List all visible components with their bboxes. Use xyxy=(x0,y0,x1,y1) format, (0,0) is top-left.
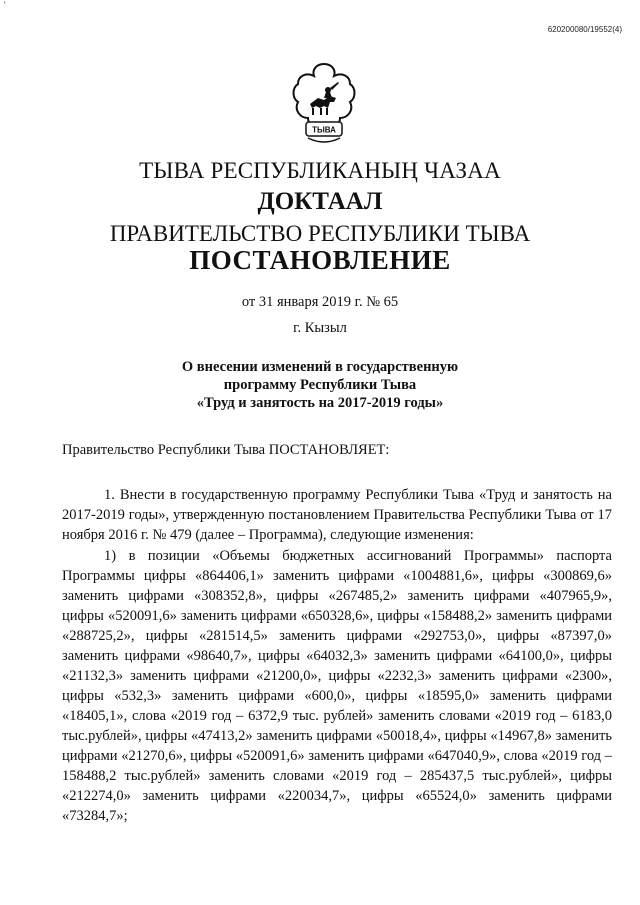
tuvan-decree-heading: ДОКТААЛ xyxy=(257,188,383,215)
decree-date-number: от 31 января 2019 г. № 65 xyxy=(241,294,399,310)
subject-line-2: программу Республики Тыва xyxy=(223,377,417,393)
emblem-label: ТЫВА xyxy=(312,125,336,135)
subject-line-1: О внесении изменений в государственную xyxy=(181,359,459,375)
decree-statement: Правительство Республики Тыва ПОСТАНОВЛЯЕТ: xyxy=(62,442,390,458)
russian-decree-heading: ПОСТАНОВЛЕНИЕ xyxy=(189,245,451,275)
scan-mark: ' xyxy=(4,0,6,10)
document-code: 620200080/19552(4) xyxy=(547,25,622,34)
decree-subject xyxy=(0,358,640,412)
tuvan-government-heading: ТЫВА РЕСПУБЛИКАНЫҢ ЧАЗАА xyxy=(139,158,501,183)
russian-government-heading: ПРАВИТЕЛЬСТВО РЕСПУБЛИКИ ТЫВА xyxy=(109,221,531,246)
subject-line-3: «Труд и занятость на 2017-2019 годы» xyxy=(196,395,444,411)
paragraph-2: 1) в позиции «Объемы бюджетных ассигнований Программы» паспорта Программы цифры «864406,1» заменить цифрами «1004881,6», цифры «300869,6» заменить цифрами «308352,8», цифры «267485,2» заменить цифрами «407965,9», цифры «520091,6» заменить цифрами «650328,6», цифры «158488,2» заменить цифрами «288725,2», цифры «281514,5» заменить цифрами «292753,0», цифры «87397,0» заменить цифрами «98640,7», цифры «64032,3» заменить цифрами «64100,0», цифры «21132,3» заменить цифрами «21200,0», цифры «2232,3» заменить цифрами «2300», цифры «532,3» заменить цифрами «600,0», цифры «18595,0» заменить цифрами «18405,1», слова «2019 год – 6372,9 тыс. рублей» заменить словами «2019 год – 6183,0 тыс.рублей», цифры «47413,2» заменить цифрами «50018,4», цифры «14967,8» заменить цифрами «21270,6», цифры «520091,6» заменить цифрами «647040,9», слова «2019 год – 158488,2 тыс.рублей» заменить словами «2019 год – 285437,5 тыс.рублей», цифры «212274,0» заменить цифрами «220034,7», цифры «65524,0» заменить цифрами «73284,7»; xyxy=(62,548,612,824)
decree-city: г. Кызыл xyxy=(293,320,347,336)
tuva-emblem-icon xyxy=(290,60,358,148)
paragraph-1: 1. Внести в государственную программу Республики Тыва «Труд и занятость на 2017-2019 годы», утвержденную постановлением Правительства Республики Тыва от 17 ноября 2016 г. № 479 (далее – Программа), следующие изменения: xyxy=(62,487,612,543)
